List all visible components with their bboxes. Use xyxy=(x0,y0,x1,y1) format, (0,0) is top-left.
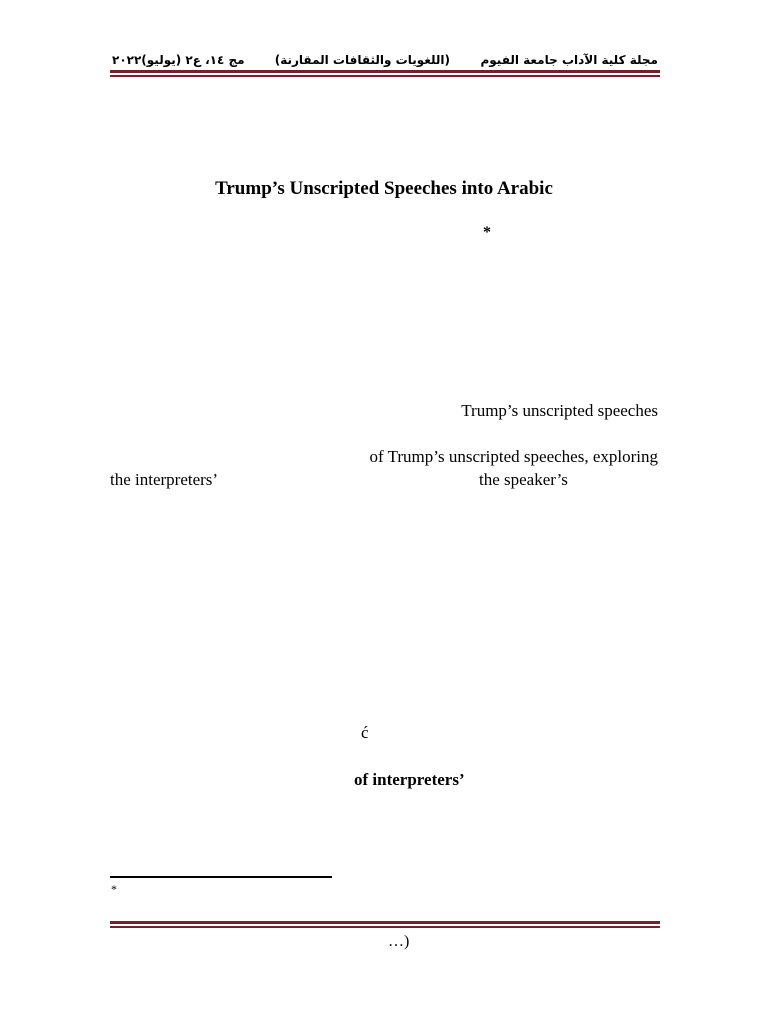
abstract-line-3-right: the speaker’s xyxy=(479,470,568,489)
abstract-fragment: ć xyxy=(361,723,369,742)
abstract-line-2: of Trump’s unscripted speeches, exploring xyxy=(369,447,658,466)
footnote-marker: * xyxy=(111,882,117,896)
header-rule-top xyxy=(110,70,660,73)
keywords-fragment: of interpreters’ xyxy=(354,770,465,789)
footer-rule-top xyxy=(110,921,660,924)
footer-rule-bottom xyxy=(110,926,660,928)
journal-issue: مج ١٤، ع٢ (يوليو)٢٠٢٢ xyxy=(112,53,245,67)
abstract-line-1: Trump’s unscripted speeches xyxy=(461,401,658,420)
abstract-line-3-left: the interpreters’ xyxy=(110,470,219,489)
article-title: Trump’s Unscripted Speeches into Arabic xyxy=(215,178,553,199)
author-marker: * xyxy=(483,224,491,241)
journal-section: (اللغويات والثقافات المقارنة) xyxy=(274,53,450,67)
footnote-separator xyxy=(110,876,332,878)
footer-page-text: …) xyxy=(388,933,410,950)
header-rule-bottom xyxy=(110,75,660,77)
journal-name: مجلة كلية الآداب جامعة الفيوم xyxy=(480,53,658,67)
